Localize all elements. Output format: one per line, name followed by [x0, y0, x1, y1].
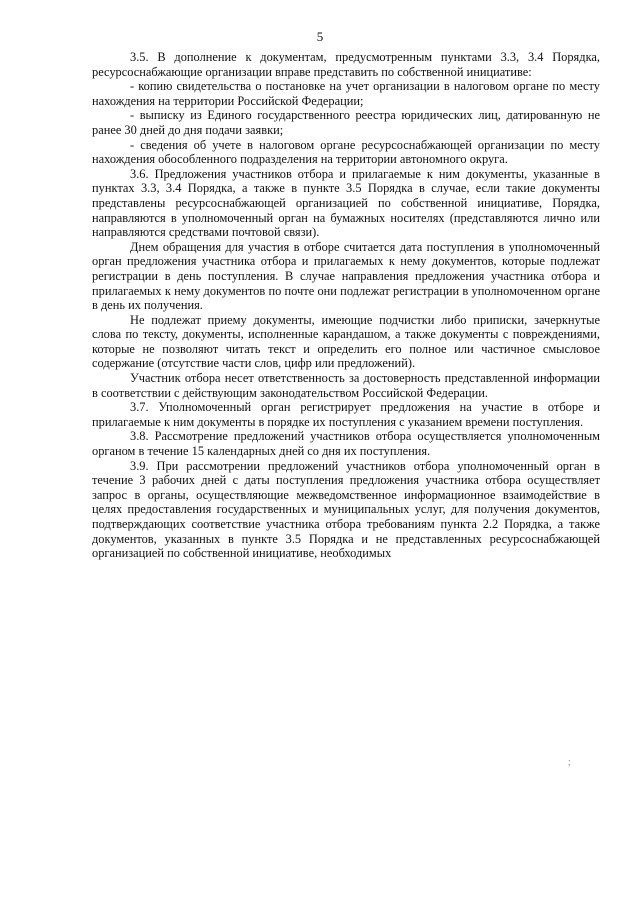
list-item-tax-registration-certificate: - копию свидетельства о постановке на учет организации в налоговом органе по месту нахождения на территории Российской Федерации;: [92, 79, 600, 108]
paragraph-3-5: 3.5. В дополнение к документам, предусмотренным пунктами 3.3, 3.4 Порядка, ресурсоснабжающие организации вправе представить по собственной инициативе:: [92, 50, 600, 79]
list-item-tax-records: - сведения об учете в налоговом органе ресурсоснабжающей организации по месту нахождения обособленного подразделения на территории автономного округа.: [92, 137, 600, 167]
list-item-egrul-extract: - выписку из Единого государственного реестра юридических лиц, датированную не ранее 30 дней до дня подачи заявки;: [92, 108, 600, 137]
scan-mark: ;: [568, 757, 571, 768]
paragraph-3-9: 3.9. При рассмотрении предложений участников отбора уполномоченный орган в течение 3 рабочих дней с даты поступления предложения участника отбора осуществляет запрос в органы, осуществляющие межведомственное информационное взаимодействие в целях предоставления государственных и муниципальных услуг, для получения документов, подтверждающих соответствие участника отбора требованиям пункта 2.2 Порядка, а также документов, указанных в пункте 3.5 Порядка и не представленных ресурсоснабжающей организацией по собственной инициативе, необходимых: [92, 458, 600, 561]
paragraph-3-6: 3.6. Предложения участников отбора и прилагаемые к ним документы, указанные в пунктах 3.3, 3.4 Порядка, а также в пункте 3.5 Порядка в случае, если такие документы представлены ресурсоснабжающей организацией по собственной инициативе, Порядка, направляются в уполномоченный орган на бумажных носителях (представляются лично или направляются средствами почтовой связи).: [92, 166, 600, 240]
paragraph-3-7: 3.7. Уполномоченный орган регистрирует предложения на участие в отборе и прилагаемые к ним документы в порядке их поступления с указанием времени поступления.: [92, 400, 600, 429]
document-body: [92, 50, 600, 561]
paragraph-3-8: 3.8. Рассмотрение предложений участников отбора осуществляется уполномоченным органом в течение 15 календарных дней со дня их поступления.: [92, 429, 600, 459]
paragraph-application-date: Днем обращения для участия в отборе считается дата поступления в уполномоченный орган предложения участника отбора и прилагаемых к нему документов, которые подлежат регистрации в день поступления. В случае направления предложения участника отбора и прилагаемых к нему документов по почте они подлежат регистрации в уполномоченном органе в день их получения.: [92, 239, 600, 313]
page-number: 5: [316, 29, 324, 44]
paragraph-participant-responsibility: Участник отбора несет ответственность за достоверность представленной информации в соответствии с действующим законодательством Российской Федерации.: [92, 371, 600, 400]
paragraph-rejected-documents: Не подлежат приему документы, имеющие подчистки либо приписки, зачеркнутые слова по тексту, документы, исполненные карандашом, а также документы с повреждениями, которые не позволяют читать текст и определить его полное или частичное смысловое содержание (отсутствие части слов, цифр или предложений).: [92, 312, 600, 371]
